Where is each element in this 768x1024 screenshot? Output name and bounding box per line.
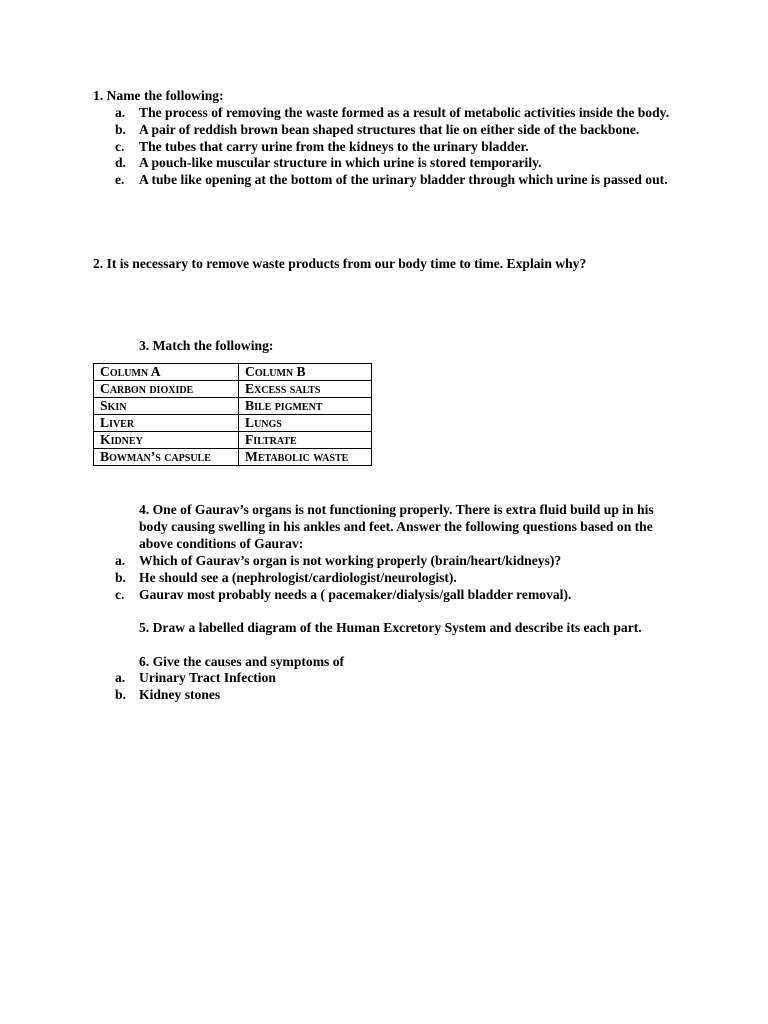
column-b-cell: Bile pigment: [239, 398, 372, 415]
list-item: [93, 155, 673, 172]
list-marker: b.: [115, 569, 126, 585]
question-5-text: 5. Draw a labelled diagram of the Human Excretory System and describe its each part.: [139, 620, 642, 635]
table-header-row: [94, 364, 372, 381]
match-table: [93, 363, 372, 466]
table-row: [94, 415, 372, 432]
list-item-text: Gaurav most probably needs a ( pacemaker/dialysis/gall bladder removal).: [139, 586, 572, 602]
list-item: [93, 687, 673, 704]
question-3-heading: 3. Match the following:: [139, 338, 274, 353]
list-item: [93, 587, 673, 604]
table-row: [94, 449, 372, 466]
column-b-cell: Metabolic waste: [239, 449, 372, 466]
question-1-list: [93, 105, 673, 189]
list-marker: a.: [115, 670, 126, 685]
list-item: [93, 105, 673, 122]
list-item-text: The process of removing the waste formed as a result of metabolic activities inside the body.: [139, 105, 670, 120]
column-a-cell: Bowman’s capsule: [94, 449, 239, 466]
column-a-header: Column A: [94, 364, 239, 381]
column-a-cell: Liver: [94, 415, 239, 432]
question-6-heading: 6. Give the causes and symptoms of: [139, 654, 345, 669]
list-item-text: A tube like opening at the bottom of the urinary bladder through which urine is passed out.: [139, 172, 668, 188]
column-a-cell: Kidney: [94, 432, 239, 449]
list-marker: c.: [115, 586, 125, 602]
column-b-cell: Excess salts: [239, 381, 372, 398]
list-marker: d.: [115, 155, 126, 171]
column-b-header: Column B: [239, 364, 372, 381]
list-marker: e.: [115, 172, 125, 188]
column-a-cell: Carbon dioxide: [94, 381, 239, 398]
list-item: [93, 670, 673, 687]
list-item-text: Kidney stones: [139, 686, 221, 702]
list-marker: a.: [115, 553, 126, 568]
question-2-text: 2. It is necessary to remove waste products from our body time to time. Explain why?: [93, 256, 587, 271]
list-item-text: A pair of reddish brown bean shaped structures that lie on either side of the backbone.: [139, 121, 640, 137]
list-marker: b.: [115, 121, 126, 137]
list-item-text: The tubes that carry urine from the kidneys to the urinary bladder.: [139, 138, 529, 154]
question-4-intro: 4. One of Gaurav’s organs is not functioning properly. There is extra fluid build up in his body causing swelling in his ankles and feet. Answer the following questions based on the above conditions of Gaurav:: [139, 502, 654, 551]
column-b-cell: Filtrate: [239, 432, 372, 449]
list-marker: a.: [115, 105, 126, 120]
question-4-list: [93, 553, 673, 603]
table-row: [94, 398, 372, 415]
list-item-text: Urinary Tract Infection: [139, 670, 276, 685]
list-item: [93, 570, 673, 587]
list-item-text: A pouch-like muscular structure in which urine is stored temporarily.: [139, 155, 542, 171]
list-marker: b.: [115, 686, 126, 702]
list-item: [93, 172, 673, 189]
list-item-text: He should see a (nephrologist/cardiologist/neurologist).: [139, 569, 457, 585]
list-item: [93, 122, 673, 139]
column-a-cell: Skin: [94, 398, 239, 415]
table-row: [94, 381, 372, 398]
question-1-heading: 1. Name the following:: [93, 88, 224, 103]
list-item: [93, 553, 673, 570]
column-b-cell: Lungs: [239, 415, 372, 432]
question-6-list: [93, 670, 673, 704]
list-item: [93, 139, 673, 156]
list-item-text: Which of Gaurav’s organ is not working properly (brain/heart/kidneys)?: [139, 553, 562, 568]
table-row: [94, 432, 372, 449]
list-marker: c.: [115, 138, 125, 154]
